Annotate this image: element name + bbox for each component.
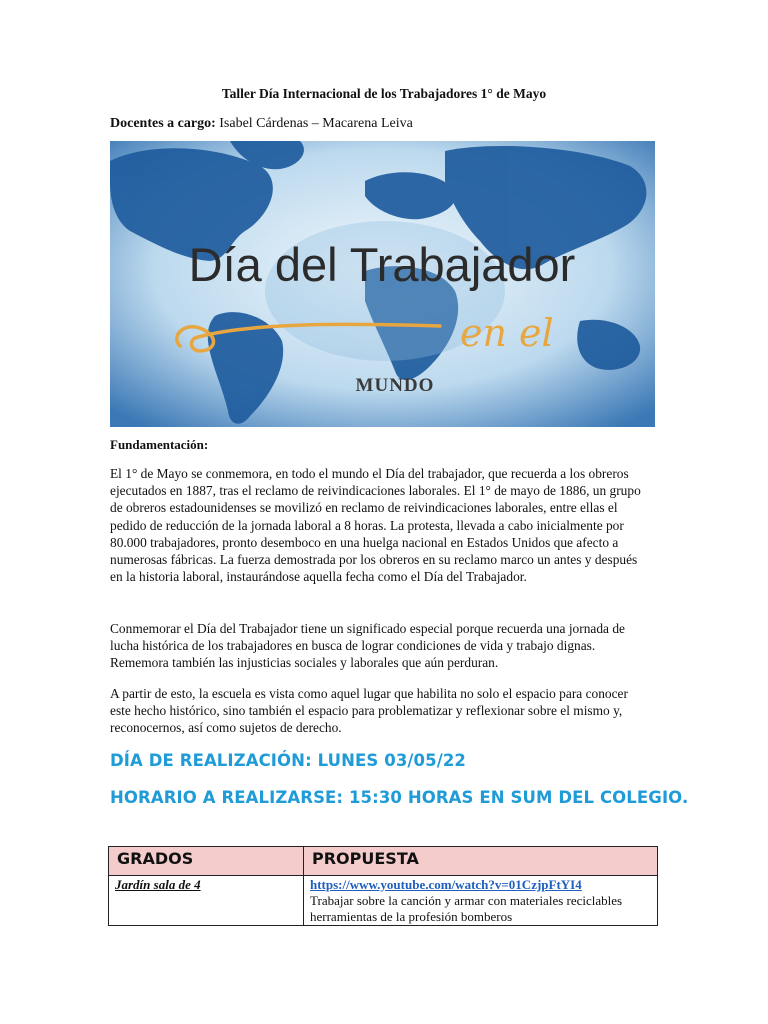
youtube-link[interactable]: https://www.youtube.com/watch?v=01CzjpFtYI4	[310, 877, 582, 892]
fecha-heading: DÍA DE REALIZACIÓN: LUNES 03/05/22	[110, 751, 466, 770]
table-cell-grado	[109, 876, 304, 926]
header-propuesta: PROPUESTA	[304, 847, 658, 876]
paragraph-2: Conmemorar el Día del Trabajador tiene un significado especial porque recuerda una jornada de lucha histórica de los trabajadores en busca de lograr condiciones de vida y trabajo dignas. Rememora también las injusticias sociales y laborales que aún perduran.	[110, 621, 625, 671]
docentes-label: Docentes a cargo:	[110, 116, 216, 131]
section-heading: Fundamentación:	[110, 437, 209, 452]
hero-script-text: en el	[460, 311, 554, 355]
proposal-table	[108, 846, 658, 926]
hero-headline: Día del Trabajador	[188, 238, 576, 291]
propuesta-description: Trabajar sobre la canción y armar con materiales reciclables herramientas de la profesión bomberos	[310, 893, 623, 924]
hero-image	[110, 141, 655, 427]
docentes-line	[110, 116, 413, 132]
table-cell-propuesta	[304, 876, 658, 926]
header-grados: GRADOS	[109, 847, 304, 876]
table-row	[109, 876, 658, 926]
horario-heading: HORARIO A REALIZARSE: 15:30 HORAS EN SUM DEL COLEGIO.	[110, 788, 689, 807]
grado-label: Jardín sala de 4	[115, 877, 201, 892]
paragraph-3: A partir de esto, la escuela es vista como aquel lugar que habilita no solo el espacio para conocer este hecho histórico, sino también el espacio para problematizar y reflexionar sobre el mismo y, reconocernos, así como sujetos de derecho.	[110, 686, 628, 736]
paragraph-1: El 1° de Mayo se conmemora, en todo el mundo el Día del trabajador, que recuerda a los obreros ejecutados en 1887, tras el reclamo de reivindicaciones laborales. El 1° de mayo de 1886, un grupo de obreros estadounidenses se movilizó en reclamo de reivindicaciones laborales, entre ellas el pedido de reducción de la jornada laboral a 8 horas. La protesta, llevada a cabo inicialmente por 80.000 trabajadores, pronto desemboco en una huelga nacional en Estados Unidos que afecto a numerosas fábricas. La fuerza demostrada por los obreros en su reclamo marco un antes y después en la historia laboral, instaurándose aquella fecha como el Día del Trabajador.	[110, 466, 641, 585]
docentes-value: Isabel Cárdenas – Macarena Leiva	[215, 116, 413, 131]
world-map-illustration	[110, 141, 655, 427]
table-header-row	[109, 847, 658, 876]
document-title: Taller Día Internacional de los Trabajadores 1° de Mayo	[221, 86, 547, 101]
hero-subline: MUNDO	[355, 375, 435, 396]
